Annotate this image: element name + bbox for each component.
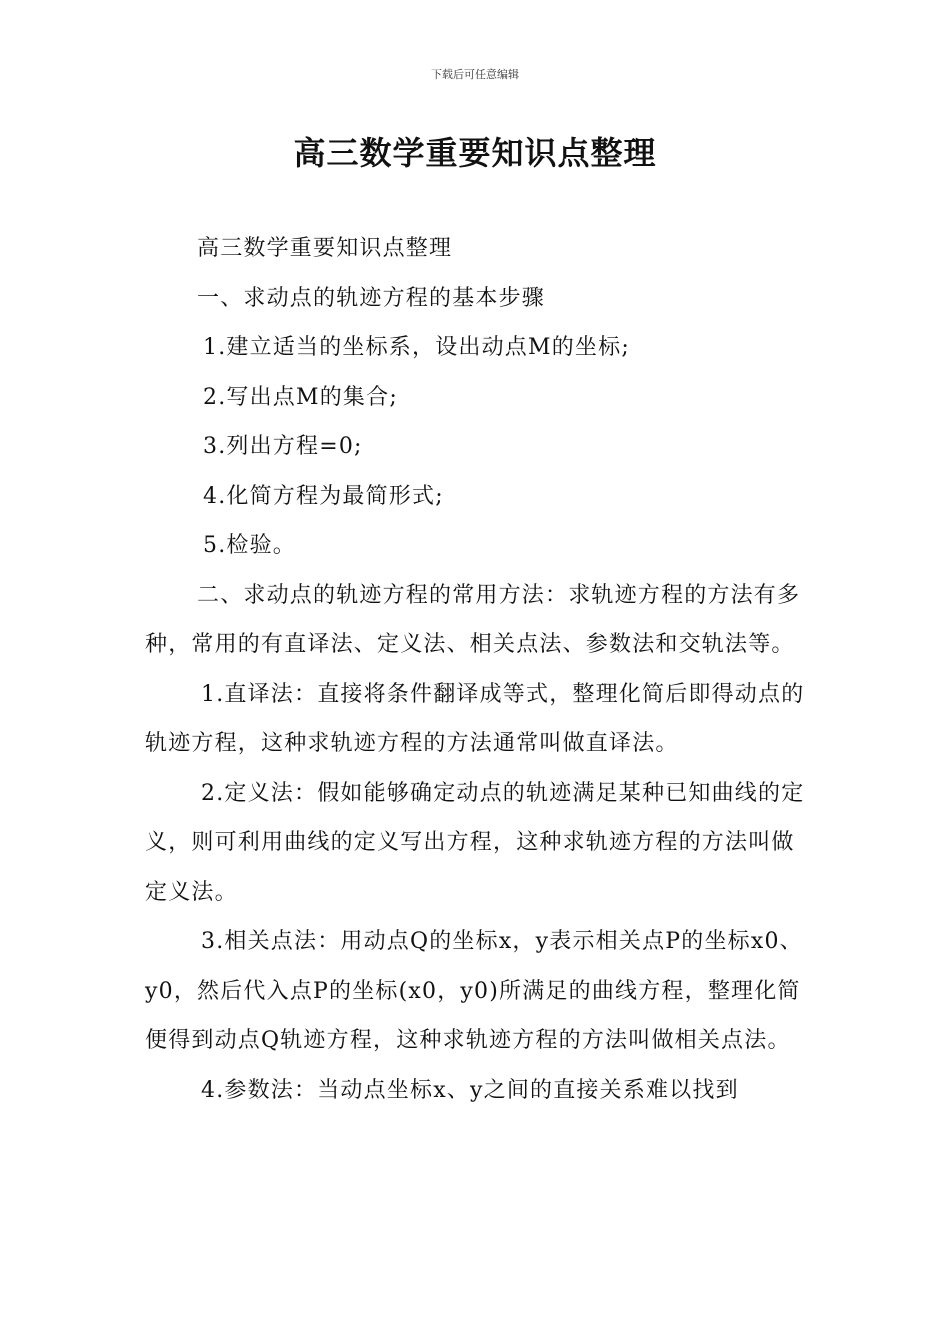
step-5: 5.检验。 — [203, 533, 296, 558]
step-2: 2.写出点M的集合; — [203, 384, 398, 410]
header-note: 下载后可任意编辑 — [431, 68, 519, 81]
method-related-point: 3.相关点法：用动点Q的坐标x，y表示相关点P的坐标x0、y0，然后代入点P的坐标(x0，y0)所满足的曲线方程，整理化简便得到动点Q轨迹方程，这种求轨迹方程的方法叫做相关点法。 — [145, 929, 803, 1053]
step-4: 4.化简方程为最简形式; — [203, 483, 444, 509]
section-heading-1: 一、求动点的轨迹方程的基本步骤 — [197, 285, 546, 311]
step-3: 3.列出方程=0; — [203, 434, 363, 459]
method-parameter: 4.参数法：当动点坐标x、y之间的直接关系难以找到 — [201, 1077, 739, 1103]
document-title: 高三数学重要知识点整理 — [293, 134, 657, 172]
section-heading-2: 二、求动点的轨迹方程的常用方法：求轨迹方程的方法有多种，常用的有直译法、定义法、相关点法、参数法和交轨法等。 — [145, 582, 801, 657]
paragraph-subtitle: 高三数学重要知识点整理 — [197, 236, 453, 261]
method-definition: 2.定义法：假如能够确定动点的轨迹满足某种已知曲线的定义，则可利用曲线的定义写出方程，这种求轨迹方程的方法叫做定义法。 — [145, 780, 805, 905]
method-direct-translation: 1.直译法：直接将条件翻译成等式，整理化简后即得动点的轨迹方程，这种求轨迹方程的方法通常叫做直译法。 — [145, 681, 805, 756]
step-1: 1.建立适当的坐标系，设出动点M的坐标; — [203, 335, 630, 360]
document-body — [145, 224, 807, 1115]
